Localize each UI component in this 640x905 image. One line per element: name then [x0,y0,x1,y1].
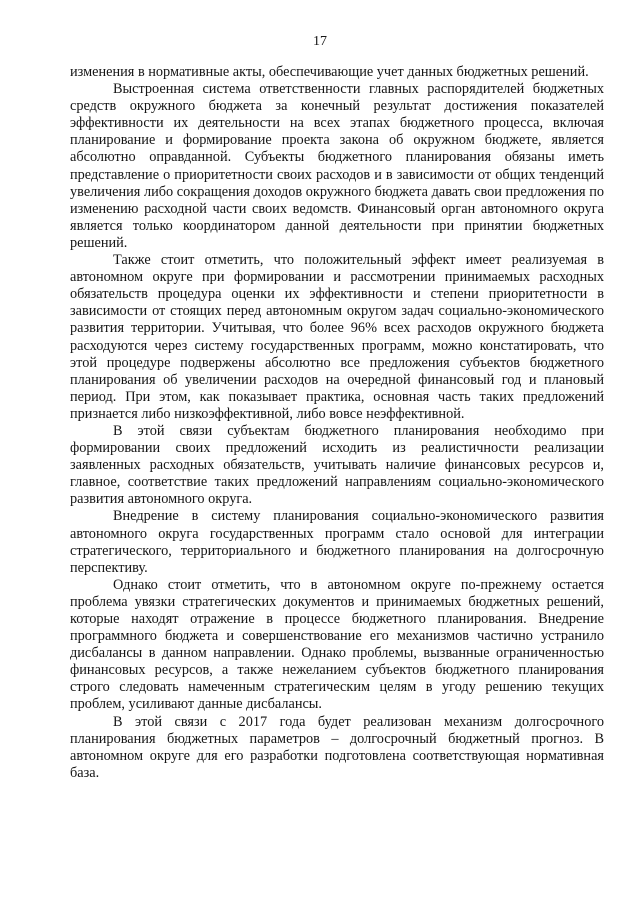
document-body [70,64,604,782]
paragraph: Внедрение в систему планирования социально-экономического развития автономного округа государственных программ стало основой для интеграции стратегического, территориального и бюджетного планирования на долгосрочную перспективу. [70,508,604,576]
paragraph: В этой связи с 2017 года будет реализован механизм долгосрочного планирования бюджетных параметров – долгосрочный бюджетный прогноз. В автономном округе для его разработки подготовлена соответствующая нормативная база. [70,713,604,781]
paragraph: В этой связи субъектам бюджетного планирования необходимо при формировании своих предложений исходить из реалистичности реализации заявленных расходных обязательств, учитывать наличие финансовых ресурсов и, главное, соответствие таких предложений направлениям социально-экономического развития автономного округа. [70,422,604,508]
paragraph: Однако стоит отметить, что в автономном округе по-прежнему остается проблема увязки стратегических документов и принимаемых бюджетных решений, которые находят отражение в процессе бюджетного планирования. Внедрение программного бюджета и совершенствование его механизмов частично устранило дисбалансы в данном направлении. Однако проблемы, вызванные ограниченностью финансовых ресурсов, а также нежеланием субъектов бюджетного планирования строго следовать намеченным стратегическим целям в угоду решению текущих проблем, усиливают данные дисбалансы. [70,576,604,713]
paragraph-continuation: изменения в нормативные акты, обеспечивающие учет данных бюджетных решений. [70,64,589,80]
paragraph: Также стоит отметить, что положительный эффект имеет реализуемая в автономном округе при формировании и рассмотрении принимаемых расходных обязательств процедура оценки их эффективности и степени приоритетности в зависимости от стоящих перед автономным округом задач социально-экономического развития территории. Учитывая, что более 96% всех расходов окружного бюджета расходуются через систему государственных программ, можно констатировать, что этой процедуре подвержены абсолютно все предложения субъектов бюджетного планирования об увеличении расходов на очередной финансовый год и плановый период. При этом, как показывает практика, основная часть таких предложений признается либо низкоэффективной, либо вовсе неэффективной. [70,252,604,422]
page-number: 17 [313,34,327,49]
paragraph: Выстроенная система ответственности главных распорядителей бюджетных средств окружного бюджета за конечный результат достижения показателей эффективности их деятельности на всех этапах бюджетного процесса, включая планирование и формирование проекта закона об окружном бюджете, является абсолютно оправданной. Субъекты бюджетного планирования обязаны иметь представление о приоритетности своих расходов и в зависимости от общих тенденций увеличения либо сокращения доходов окружного бюджета давать свои предложения по изменению расходной части своих ведомств. Финансовый орган автономного округа является только координатором данной деятельности при принятии бюджетных решений. [70,81,604,251]
